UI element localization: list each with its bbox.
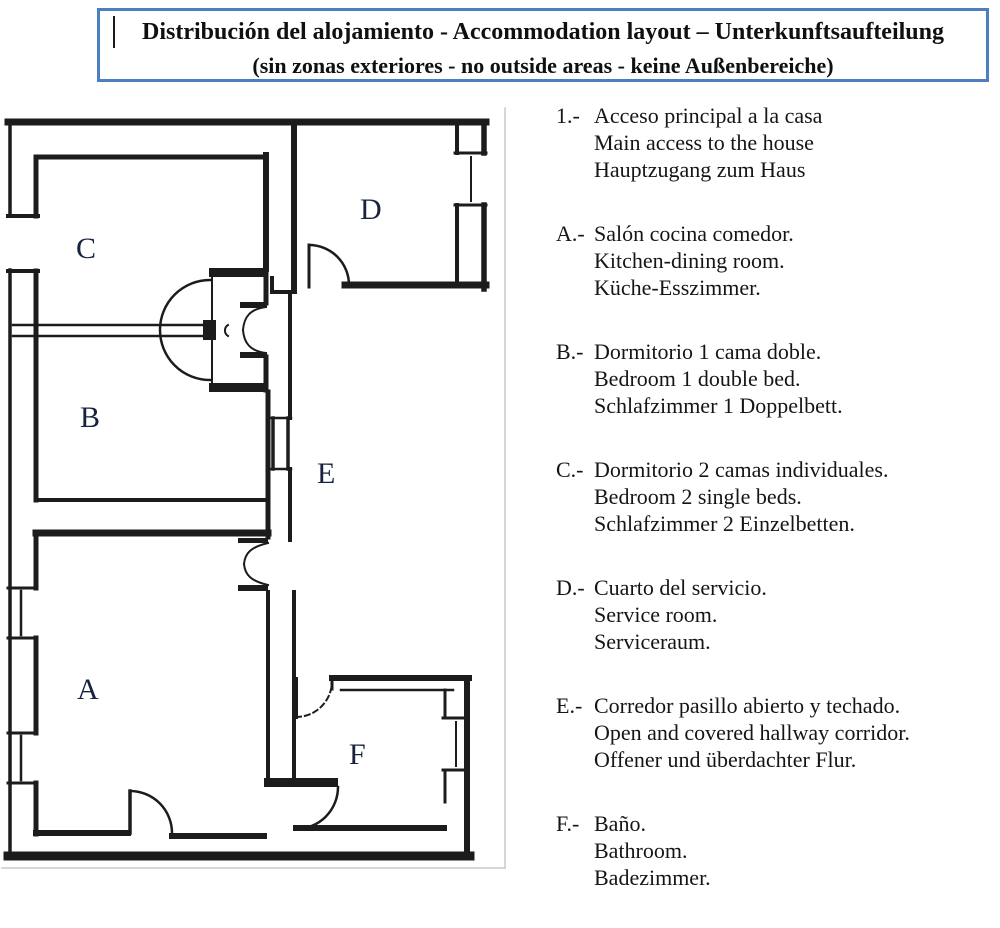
room-label-f: F xyxy=(349,738,366,771)
legend-text-en: Bedroom 2 single beds. xyxy=(594,484,802,509)
legend-text-es: Acceso principal a la casa xyxy=(594,103,823,128)
room-b-room-a-divider xyxy=(36,500,268,591)
legend-text-de: Badezimmer. xyxy=(594,865,711,890)
plan-frame xyxy=(2,108,505,868)
room-label-d: D xyxy=(360,193,382,226)
door-arc xyxy=(309,245,349,285)
door-arc xyxy=(296,787,338,829)
legend-label: F.- xyxy=(556,811,580,836)
legend-label: D.- xyxy=(556,575,585,600)
legend-item-e xyxy=(556,692,1000,773)
door-jamb xyxy=(209,383,267,392)
legend-text-en: Main access to the house xyxy=(594,130,814,155)
legend-label: E.- xyxy=(556,693,583,718)
legend-item-d xyxy=(556,574,1000,655)
title-box xyxy=(97,8,989,82)
door-arc xyxy=(296,681,332,717)
legend-item-b xyxy=(556,338,1000,419)
legend-text-de: Küche-Esszimmer. xyxy=(594,275,761,300)
room-label-b: B xyxy=(80,401,101,434)
room-labels xyxy=(76,193,382,771)
legend-label: C.- xyxy=(556,457,584,482)
legend-label: B.- xyxy=(556,339,584,364)
legend-text-de: Serviceraum. xyxy=(594,629,711,654)
double-swing-door xyxy=(244,543,268,564)
double-swing-door xyxy=(244,564,268,585)
room-a-walls xyxy=(8,533,264,836)
legend-text-es: Cuarto del servicio. xyxy=(594,575,767,600)
legend-text-es: Salón cocina comedor. xyxy=(594,221,794,246)
legend-text-de: Schlafzimmer 2 Einzelbetten. xyxy=(594,511,855,536)
room-c-walls xyxy=(13,155,266,500)
legend-text-en: Bathroom. xyxy=(594,838,688,863)
room-label-a: A xyxy=(77,673,99,706)
legend-text-en: Open and covered hallway corridor. xyxy=(594,720,910,745)
legend-text-de: Offener und überdachter Flur. xyxy=(594,747,857,772)
swing-door-bar xyxy=(238,585,268,591)
legend-text-es: Baño. xyxy=(594,811,646,836)
door-arc xyxy=(130,791,172,833)
page-subtitle: (sin zonas exteriores - no outside areas - keine Außenbereiche) xyxy=(252,53,834,78)
room-b-corridor-wall xyxy=(268,292,291,540)
legend-text-es: Dormitorio 1 cama doble. xyxy=(594,339,822,364)
main-access-doors xyxy=(160,268,295,392)
wall-cap xyxy=(264,778,338,787)
room-f-walls xyxy=(296,678,469,855)
legend-text-en: Kitchen-dining room. xyxy=(594,248,785,273)
legend-text-de: Schlafzimmer 1 Doppelbett. xyxy=(594,393,843,418)
text-cursor xyxy=(113,16,115,48)
double-swing-door xyxy=(243,307,266,330)
door-knob xyxy=(225,325,228,336)
legend-text-es: Corredor pasillo abierto y techado. xyxy=(594,693,901,718)
legend xyxy=(556,102,1000,928)
door-jamb xyxy=(209,268,267,277)
swing-door-bar xyxy=(238,538,268,543)
floor-plan xyxy=(0,105,510,870)
door-arc xyxy=(160,280,210,380)
legend-item-f xyxy=(556,810,1000,891)
room-d-walls xyxy=(294,122,486,289)
legend-item-a xyxy=(556,220,1000,301)
page-title: Distribución del alojamiento - Accommodation layout – Unterkunftsaufteilung xyxy=(141,19,944,45)
legend-text-en: Bedroom 1 double bed. xyxy=(594,366,801,391)
legend-item-c xyxy=(556,456,1000,537)
double-swing-door xyxy=(243,330,266,353)
room-label-c: C xyxy=(76,232,97,265)
legend-text-de: Hauptzugang zum Haus xyxy=(594,157,806,182)
legend-label: 1.- xyxy=(556,103,580,128)
legend-text-en: Service room. xyxy=(594,602,718,627)
corridor-pillar xyxy=(264,592,338,829)
legend-item-1 xyxy=(556,102,1000,183)
legend-label: A.- xyxy=(556,221,585,246)
legend-text-es: Dormitorio 2 camas individuales. xyxy=(594,457,889,482)
room-label-e: E xyxy=(317,457,336,490)
door-post xyxy=(203,320,216,340)
